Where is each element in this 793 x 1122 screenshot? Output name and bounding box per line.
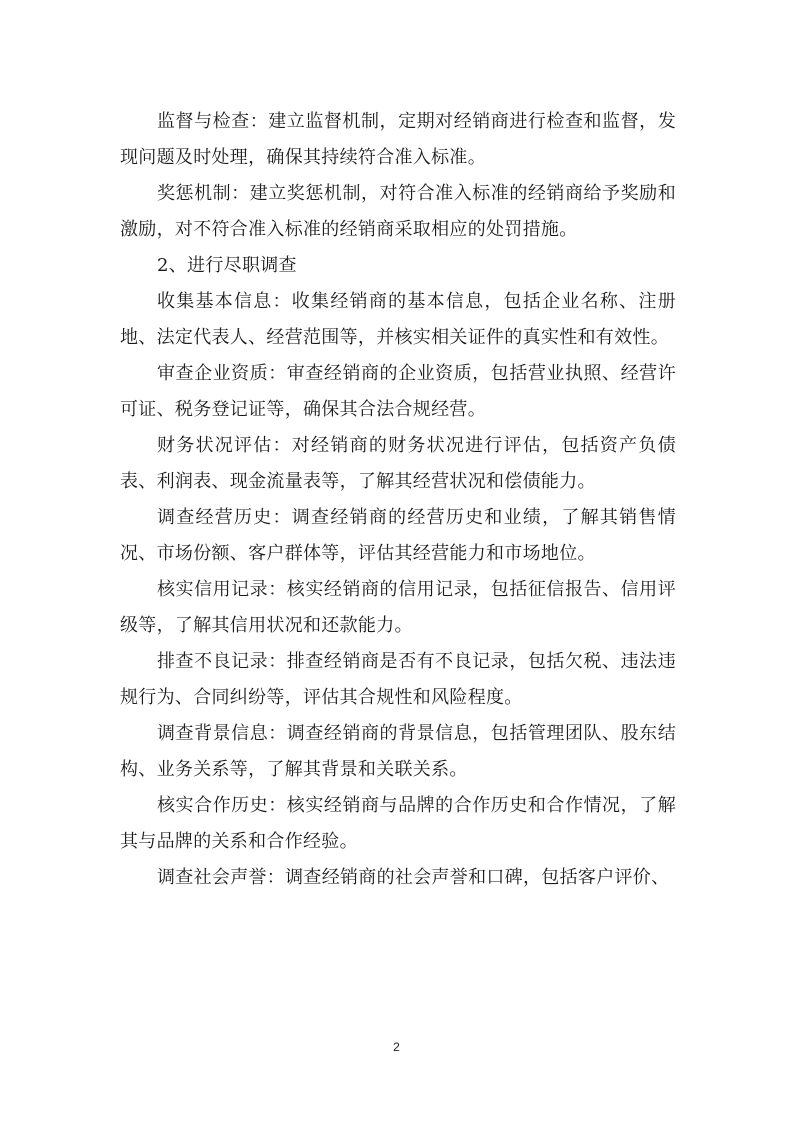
paragraph-credit: 核实信用记录：核实经销商的信用记录，包括征信报告、信用评级等，了解其信用状况和还款能力。 bbox=[120, 579, 676, 636]
paragraph-basic-info: 收集基本信息：收集经销商的基本信息，包括企业名称、注册地、法定代表人、经营范围等，并核实相关证件的真实性和有效性。 bbox=[120, 291, 676, 348]
paragraph-reputation: 调查社会声誉：调查经销商的社会声誉和口碑，包括客户评价、 bbox=[157, 867, 670, 888]
paragraph-background: 调查背景信息：调查经销商的背景信息，包括管理团队、股东结构、业务关系等，了解其背景和关联关系。 bbox=[120, 723, 676, 780]
paragraph-rewards-penalties: 奖惩机制：建立奖惩机制，对符合准入标准的经销商给予奖励和激励，对不符合准入标准的经销商采取相应的处罚措施。 bbox=[120, 183, 676, 240]
paragraph-qualification: 审查企业资质：审查经销商的企业资质，包括营业执照、经营许可证、税务登记证等，确保其合法合规经营。 bbox=[120, 363, 676, 420]
paragraph-business-history: 调查经营历史：调查经销商的经营历史和业绩，了解其销售情况、市场份额、客户群体等，评估其经营能力和市场地位。 bbox=[120, 507, 676, 564]
section-heading-due-diligence: 2、进行尽职调查 bbox=[157, 255, 297, 276]
page-number: 2 bbox=[393, 1040, 400, 1054]
document-body bbox=[120, 104, 676, 896]
paragraph-supervision: 监督与检查：建立监督机制，定期对经销商进行检查和监督，发现问题及时处理，确保其持续符合准入标准。 bbox=[120, 111, 676, 168]
paragraph-financial: 财务状况评估：对经销商的财务状况进行评估，包括资产负债表、利润表、现金流量表等，了解其经营状况和偿债能力。 bbox=[120, 435, 676, 492]
paragraph-cooperation: 核实合作历史：核实经销商与品牌的合作历史和合作情况，了解其与品牌的关系和合作经验。 bbox=[120, 795, 676, 852]
paragraph-bad-records: 排查不良记录：排查经销商是否有不良记录，包括欠税、违法违规行为、合同纠纷等，评估其合规性和风险程度。 bbox=[120, 651, 676, 708]
